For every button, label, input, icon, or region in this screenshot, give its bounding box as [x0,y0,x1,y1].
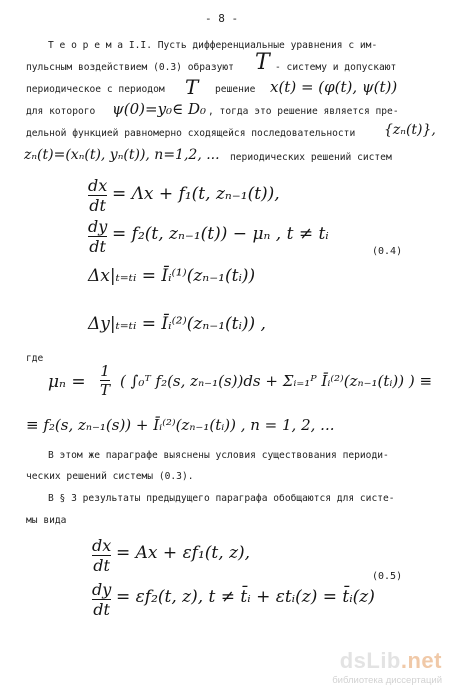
equation-5a-rhs: = Ax + εf₁(t, z), [116,543,251,563]
denominator-dt: dt [93,556,110,575]
numerator-dy: dy [88,217,108,236]
solution-formula: 𝑥(t) = (φ(t), ψ(t)) [270,78,398,96]
page-number: - 8 - [205,12,239,25]
fraction-dy-dt [88,217,107,256]
period-symbol-T-2: T [185,75,199,99]
theorem-line-5: дельной функцией равномерно сходящейся последовательности [26,128,356,139]
theorem-line-3b: решение [215,84,256,95]
equation-2-rhs: = f₂(t, zₙ₋₁(t)) − μₙ , t ≠ tᵢ [112,224,329,244]
equation-4: Δy|ₜ₌ₜᵢ = Īᵢ⁽²⁾(zₙ₋₁(tᵢ)) , [88,314,266,334]
numerator-dy: dy [92,580,112,599]
mu-lhs: μₙ = [48,372,86,392]
watermark-subtitle: библиотека диссертаций [332,675,442,686]
theorem-line-4a: для которого [26,106,96,117]
mu-rhs-line-2: ≡ f₂(s, zₙ₋₁(s)) + Īᵢ⁽²⁾(zₙ₋₁(tᵢ)) , n = 1, 2, ... [26,416,335,434]
denominator-dt: dt [93,600,110,619]
fraction-dx-dt [88,176,107,215]
fraction-1-over-T [100,362,110,399]
denominator-dt: dt [89,237,106,256]
equation-label-0-5: (0.5) [372,571,403,582]
watermark-site-suffix: .net [400,648,442,673]
mu-rhs: ( ∫₀ᵀ f₂(s, zₙ₋₁(s))ds + Σᵢ₌₁ᴾ Īᵢ⁽²⁾(zₙ₋₁(tᵢ)) ) ≡ [120,372,433,390]
theorem-line-2b: - систему и допускают [275,62,397,73]
paragraph-2-line-2: мы вида [26,515,67,526]
watermark-site [332,648,442,674]
watermark [332,648,442,686]
theorem-line-1: Т е о р е м а I.I. Пусть дифференциальные уравнения с им- [48,40,378,51]
theorem-line-6b: периодических решений систем [230,152,392,163]
paragraph-1-line-1: В этом же параграфе выяснены условия существования периоди- [48,450,389,461]
paragraph-1-line-2: ческих решений системы (0.3). [26,471,194,482]
fraction-dy-dt-2 [92,580,111,619]
equation-label-0-4: (0.4) [372,246,403,257]
initial-condition: ψ(0)=y₀∈ D₀ [112,100,206,118]
fraction-dx-dt-2 [92,536,111,575]
theorem-line-4b: , тогда это решение является пре- [208,106,399,117]
numerator-dx: dx [88,176,108,195]
theorem-line-3a: периодическое с периодом [26,84,165,95]
equation-5b-rhs: = εf₂(t, z), t ≠ t̄ᵢ + εtᵢ(z) = t̄ᵢ(z) [116,587,375,607]
denominator-T: T [100,381,111,399]
equation-1-rhs: = Λx + f₁(t, zₙ₋₁(t)), [112,184,280,204]
numerator-one: 1 [100,362,110,380]
period-symbol-T: T [255,50,270,75]
sequence-brace: {zₙ(t)}, [384,122,436,138]
paragraph-2-line-1: В § 3 результаты предыдущего параграфа обобщаются для систе- [48,493,395,504]
where-label: где [26,353,44,364]
theorem-line-2a: пульсным воздействием (0.3) образуют [26,62,234,73]
watermark-site-prefix: dsLib [339,648,401,673]
sequence-definition: zₙ(t)=(xₙ(t), yₙ(t)), n=1,2, ... [24,147,220,163]
denominator-dt: dt [89,196,106,215]
numerator-dx: dx [92,536,112,555]
equation-3: Δx|ₜ₌ₜᵢ = Īᵢ⁽¹⁾(zₙ₋₁(tᵢ)) [88,266,256,286]
